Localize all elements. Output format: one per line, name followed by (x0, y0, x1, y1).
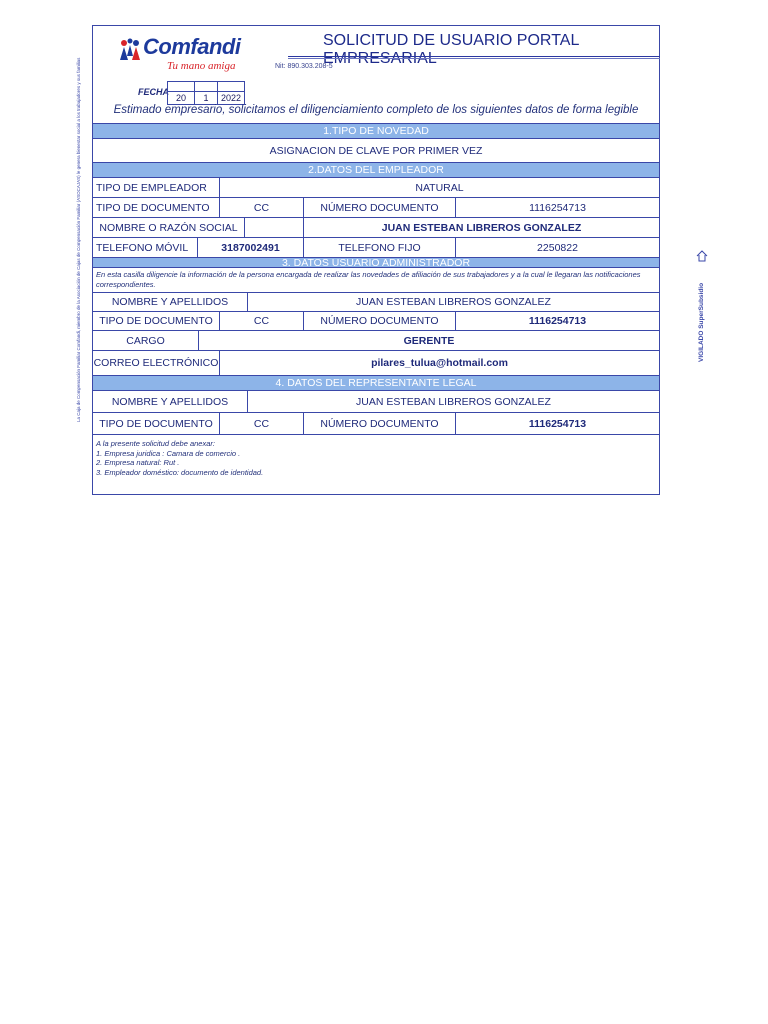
rep-nombre-label: NOMBRE Y APELLIDOS (93, 391, 248, 412)
intro-text: Estimado empresario, solicitamos el diligenciamiento completo de los siguientes datos de forma legible (113, 104, 639, 116)
razon-social-spacer (245, 218, 304, 237)
title-underline (288, 56, 660, 57)
title-underline-secondary (288, 58, 660, 59)
fecha-label: FECHA (138, 87, 169, 97)
tipo-empleador-label: TIPO DE EMPLEADOR (93, 178, 220, 197)
admin-nombre-value[interactable]: JUAN ESTEBAN LIBREROS GONZALEZ (356, 296, 551, 308)
tipo-empleador-row (93, 177, 659, 197)
rep-numero-documento-label: NÚMERO DOCUMENTO (304, 413, 456, 434)
fecha-year-value: 2022 (220, 93, 242, 103)
section1-header: 1.TIPO DE NOVEDAD (93, 123, 659, 138)
form-title: SOLICITUD DE USUARIO PORTAL (323, 32, 579, 49)
section3-note-row (93, 267, 659, 292)
empleador-documento-row (93, 197, 659, 217)
annex-text (93, 435, 659, 481)
annex-line-1: A la presente solicitud debe anexar: (96, 439, 215, 448)
family-logo-icon (117, 36, 143, 62)
empleador-numero-documento-label: NÚMERO DOCUMENTO (304, 198, 456, 217)
empleador-tipo-documento-value[interactable]: CC (220, 198, 304, 217)
admin-correo-row (93, 350, 659, 375)
admin-numero-documento-value[interactable]: 1116254713 (528, 315, 587, 327)
annex-line-3: 2. Empresa natural: Rut . (96, 458, 180, 467)
section1-row (93, 138, 659, 162)
supersubsidio-text: VIGILADO SuperSubsidio (698, 282, 705, 362)
fecha-day-value: 20 (175, 93, 186, 103)
tipo-empleador-value[interactable]: NATURAL (415, 181, 464, 194)
admin-nombre-row (93, 292, 659, 311)
admin-documento-row (93, 311, 659, 330)
request-form (92, 25, 660, 495)
fecha-field (168, 81, 245, 105)
admin-correo-label: CORREO ELECTRÓNICO (93, 351, 220, 375)
admin-cargo-value[interactable]: GERENTE (403, 334, 455, 347)
razon-social-row (93, 217, 659, 237)
admin-cargo-label: CARGO (93, 331, 199, 350)
razon-social-label: NOMBRE O RAZÓN SOCIAL (93, 218, 245, 237)
empleador-numero-documento-value[interactable]: 1116254713 (529, 201, 586, 214)
telefono-fijo-label: TELEFONO FIJO (304, 238, 456, 257)
admin-numero-documento-label: NÚMERO DOCUMENTO (304, 312, 456, 330)
telefonos-row (93, 237, 659, 257)
rep-documento-row (93, 412, 659, 434)
admin-correo-value[interactable]: pilares_tulua@hotmail.com (371, 357, 508, 369)
fecha-day-cell[interactable] (167, 81, 195, 105)
rep-numero-documento-value[interactable]: 1116254713 (528, 417, 587, 430)
rep-nombre-value[interactable]: JUAN ESTEBAN LIBREROS GONZALEZ (356, 395, 551, 408)
telefono-movil-value[interactable]: 3187002491 (198, 238, 304, 257)
novedad-value[interactable]: ASIGNACION DE CLAVE POR PRIMER VEZ (269, 144, 483, 157)
section4-header: 4. DATOS DEL REPRESENTANTE LEGAL (93, 375, 659, 390)
telefono-fijo-value[interactable]: 2250822 (537, 241, 578, 254)
fecha-month-cell[interactable] (194, 81, 218, 105)
admin-tipo-documento-label: TIPO DE DOCUMENTO (93, 312, 220, 330)
rep-tipo-documento-value[interactable]: CC (220, 413, 304, 434)
section3-header: 3. DATOS USUARIO ADMINISTRADOR (93, 257, 659, 267)
empleador-tipo-documento-label: TIPO DE DOCUMENTO (93, 198, 220, 217)
comfandi-logo (117, 34, 267, 84)
section3-note: En esta casilla diligencie la información de la persona encargada de realizar las novedades de afiliación de sus trabajadores y a la cual le llegaran las notificaciones correspondientes. (96, 270, 641, 289)
annex-line-2: 1. Empresa juridica : Camara de comercio . (96, 448, 241, 458)
razon-social-value[interactable]: JUAN ESTEBAN LIBREROS GONZALEZ (381, 221, 582, 234)
admin-nombre-label: NOMBRE Y APELLIDOS (93, 293, 248, 311)
admin-cargo-row (93, 330, 659, 350)
rep-nombre-row (93, 390, 659, 412)
logo-text: Comfandi (143, 34, 241, 59)
supersubsidio-stamp (688, 250, 718, 370)
fecha-year-cell[interactable] (217, 81, 245, 105)
rep-tipo-documento-label: TIPO DE DOCUMENTO (93, 413, 220, 434)
telefono-movil-label: TELEFONO MÓVIL (93, 238, 198, 257)
admin-tipo-documento-value[interactable]: CC (220, 312, 304, 330)
fecha-month-value: 1 (203, 93, 209, 103)
section2-header: 2.DATOS DEL EMPLEADOR (93, 162, 659, 177)
annex-line-4: 3. Empleador doméstico: documento de identidad. (96, 467, 264, 477)
left-vertical-text: La Caja de Compensación Familiar Comfandi, miembro de la Asociación de Cajas de Compensación Familiar (ASOCAJAS) le genera bienestar social a los trabajadores y sus familias (76, 57, 81, 422)
form-rows (93, 123, 659, 488)
logo-tagline: Tu mano amiga (167, 60, 236, 72)
annex-block (93, 434, 659, 488)
nit-number: Nit: 890.303.208-5 (275, 63, 333, 70)
house-icon (696, 250, 708, 262)
